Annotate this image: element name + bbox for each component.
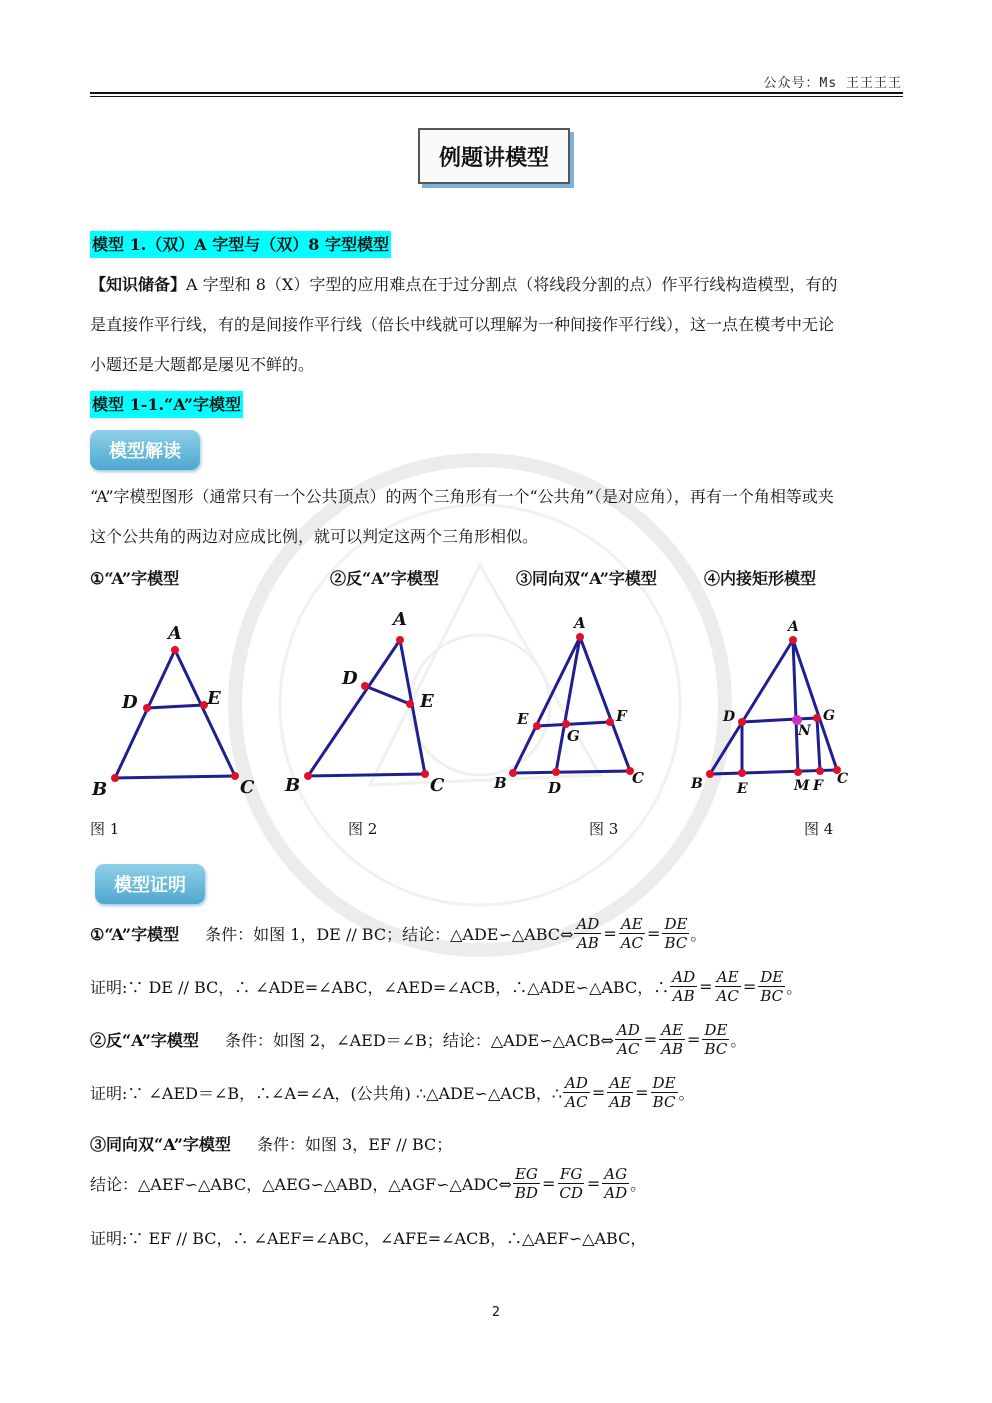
fraction: $\frac{AD}{AC}$ xyxy=(565,1074,588,1111)
fig4-label-F: F xyxy=(813,778,823,794)
proof1-body: 证明:∵ DE // BC，∴ ∠ADE=∠ABC，∠AED=∠ACB，∴△ADE∽△ABC，∴ xyxy=(90,978,670,997)
fig4-label-D: D xyxy=(723,709,736,725)
fig1-label-C: C xyxy=(240,777,255,798)
knowledge-text-1: A 字型和 8（X）字型的应用难点在于过分割点（将线段分割的点）作平行线构造模型，有的 xyxy=(186,275,838,294)
proof1-condition-line: ①“A”字模型 条件：如图 1，DE // BC；结论：△ADE∽△ABC⇔ $\frac{AD}{AB}$ = $\frac{AE}{AC}$ = $\frac{DE}{BC}$ 。 xyxy=(90,915,707,952)
proof2-body-line: 证明:∵ ∠AED＝∠B，∴∠A=∠A，(公共角) ∴△ADE∽△ACB，∴ $\frac{AD}{AC}$ = $\frac{AE}{AB}$ = $\frac{DE}{BC}$ 。 xyxy=(90,1074,695,1111)
fraction: $\frac{AD}{AC}$ xyxy=(616,1021,640,1058)
proof3-condition: 条件：如图 3，EF // BC； xyxy=(256,1135,453,1154)
page-number: 2 xyxy=(491,1305,501,1320)
knowledge-line-1 xyxy=(90,265,905,305)
knowledge-paragraph xyxy=(90,265,905,385)
fraction: $\frac{AG}{AD}$ xyxy=(604,1165,628,1202)
page-title: 例题讲模型 xyxy=(418,128,570,184)
fig4-label-G: G xyxy=(823,708,835,724)
fraction: $\frac{AE}{AB}$ xyxy=(609,1074,632,1111)
fig3-label-D: D xyxy=(548,779,562,797)
proof2-condition-line: ②反“A”字模型 条件：如图 2，∠AED＝∠B；结论：△ADE∽△ACB⇔ $\frac{AD}{AC}$ = $\frac{AE}{AB}$ = $\frac{DE}{BC}$ 。 xyxy=(90,1021,747,1058)
figure-caption-1: 图 1 xyxy=(90,820,120,838)
header-account: 公众号：Ms 王王王王 xyxy=(763,76,902,91)
proof2-body: 证明:∵ ∠AED＝∠B，∴∠A=∠A，(公共角) ∴△ADE∽△ACB，∴ xyxy=(90,1084,563,1103)
fig4-label-E: E xyxy=(737,781,748,797)
fig2-label-E: E xyxy=(420,691,434,712)
section-heading-1 xyxy=(90,232,391,255)
proof3-condition-line xyxy=(90,1132,452,1155)
proof3-title: ③同向双“A”字模型 xyxy=(90,1135,231,1154)
fig3-label-E: E xyxy=(517,710,529,728)
fig4-label-B: B xyxy=(691,776,703,792)
figures-svg xyxy=(80,600,910,810)
knowledge-line-3: 小题还是大题都是屡见不鲜的。 xyxy=(90,355,315,374)
figure-label-1: ①“A”字模型 xyxy=(90,569,180,588)
fig1-label-B: B xyxy=(92,779,108,800)
proof2-condition: 条件：如图 2，∠AED＝∠B；结论：△ADE∽△ACB⇔ xyxy=(224,1031,614,1050)
proof1-title: ①“A”字模型 xyxy=(90,925,180,944)
section-heading-1-1 xyxy=(90,392,243,415)
section-heading-1-text: 模型 1.（双）A 字型与（双）8 字型模型 xyxy=(90,231,391,258)
fig2-label-D: D xyxy=(342,668,358,689)
intro-line-1: “A”字模型图形（通常只有一个公共顶点）的两个三角形有一个“公共角”（是对应角），再有一个角相等或夹 xyxy=(90,487,834,506)
proof2-title: ②反“A”字模型 xyxy=(90,1031,199,1050)
fig3-label-B: B xyxy=(494,774,507,792)
fraction: $\frac{AD}{AB}$ xyxy=(576,915,600,952)
header-rule xyxy=(90,92,903,94)
fig2-label-C: C xyxy=(430,775,445,796)
fraction: $\frac{EG}{BD}$ xyxy=(514,1165,538,1202)
figure-label-2: ②反“A”字模型 xyxy=(330,569,439,588)
fig2-label-A: A xyxy=(393,609,407,630)
fig4-label-M: M xyxy=(794,778,810,794)
intro-line-2: 这个公共角的两边对应成比例，就可以判定这两个三角形相似。 xyxy=(90,527,539,546)
fig1-label-A: A xyxy=(168,623,182,644)
section-heading-1-1-text: 模型 1-1.“A”字模型 xyxy=(90,391,243,418)
figure-caption-3: 图 3 xyxy=(589,820,619,838)
figure-caption-4: 图 4 xyxy=(804,820,834,838)
proof1-condition: 条件：如图 1，DE // BC；结论：△ADE∽△ABC⇔ xyxy=(205,925,574,944)
knowledge-line-2: 是直接作平行线，有的是间接作平行线（倍长中线就可以理解为一种间接作平行线），这一点在模考中无论 xyxy=(90,315,835,334)
fraction: $\frac{DE}{BC}$ xyxy=(760,968,784,1005)
figure-caption-2: 图 2 xyxy=(348,820,378,838)
figure-label-4: ④内接矩形模型 xyxy=(704,569,817,588)
fraction: $\frac{DE}{BC}$ xyxy=(664,915,688,952)
proof3-body-line xyxy=(90,1226,646,1249)
proof3-conclusion-line: 结论：△AEF∽△ABC，△AEG∽△ABD，△AGF∽△ADC⇔ $\frac{EG}{BD}$ = $\frac{FG}{CD}$ = $\frac{AG}{AD}$ 。 xyxy=(90,1165,647,1202)
fraction: $\frac{AE}{AC}$ xyxy=(620,915,644,952)
fraction: $\frac{AE}{AC}$ xyxy=(716,968,739,1005)
fraction: $\frac{DE}{BC}$ xyxy=(652,1074,676,1111)
proof1-body-line: 证明:∵ DE // BC，∴ ∠ADE=∠ABC，∠AED=∠ACB，∴△ADE∽△ABC，∴ $\frac{AD}{AB}$ = $\frac{AE}{AC}$ = $\frac{DE}{BC}$ 。 xyxy=(90,968,803,1005)
fig3-label-F: F xyxy=(616,707,627,725)
fig3-label-G: G xyxy=(567,727,580,745)
fraction: $\frac{AE}{AB}$ xyxy=(661,1021,684,1058)
proof3-body: 证明:∵ EF // BC，∴ ∠AEF=∠ABC，∠AFE=∠ACB，∴△AEF∽△ABC， xyxy=(90,1229,647,1248)
header-rule-thin xyxy=(90,96,903,97)
fig3-label-A: A xyxy=(574,614,586,632)
fig3-label-C: C xyxy=(632,769,644,787)
fig1-label-E: E xyxy=(207,688,221,709)
model-interpretation-badge: 模型解读 xyxy=(90,430,200,470)
figure-label-3: ③同向双“A”字模型 xyxy=(516,569,657,588)
fig2-label-B: B xyxy=(285,775,301,796)
fig4-label-N: N xyxy=(798,723,811,739)
fraction: $\frac{FG}{CD}$ xyxy=(559,1165,583,1202)
knowledge-label: 【知识储备】 xyxy=(90,275,187,294)
proof3-conclusion: 结论：△AEF∽△ABC，△AEG∽△ABD，△AGF∽△ADC⇔ xyxy=(90,1175,512,1194)
fraction: $\frac{DE}{BC}$ xyxy=(704,1021,728,1058)
fig4-label-C: C xyxy=(837,771,849,787)
fig4-label-A: A xyxy=(788,619,799,635)
intro-paragraph xyxy=(90,477,905,557)
model-proof-badge: 模型证明 xyxy=(95,864,205,904)
fig1-label-D: D xyxy=(122,692,138,713)
fraction: $\frac{AD}{AB}$ xyxy=(672,968,696,1005)
